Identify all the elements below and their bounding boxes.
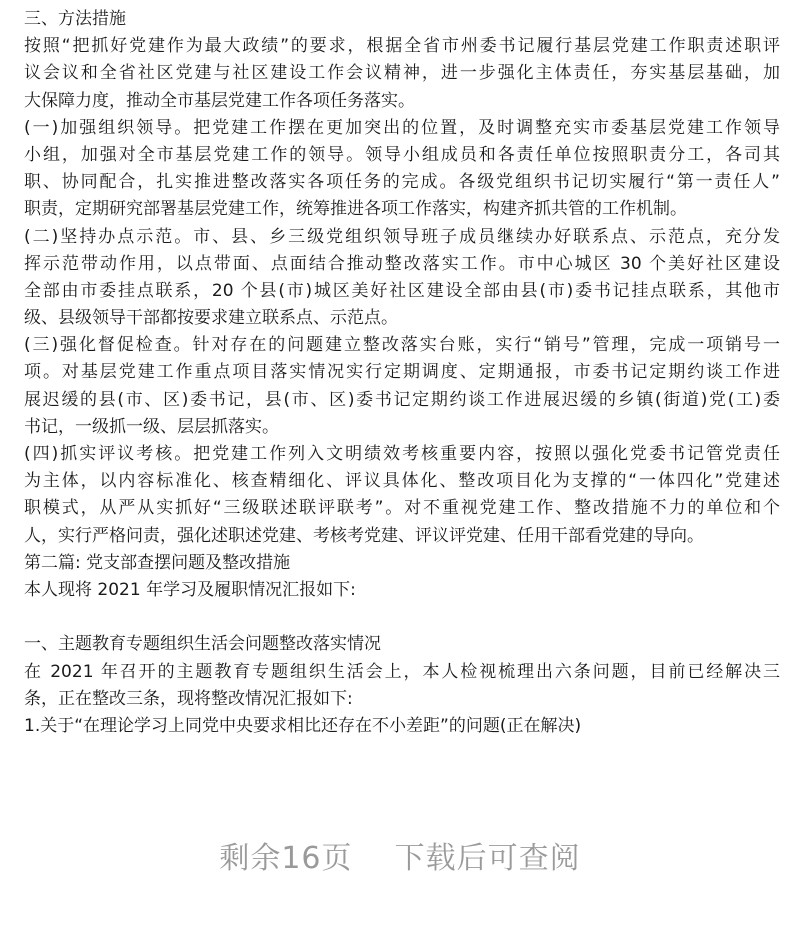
text-line: (一)加强组织领导。把党建工作摆在更加突出的位置，及时调整充实市委基层党建工作领导	[24, 117, 780, 138]
text-line: 全部由市委挂点联系，20 个县(市)城区美好社区建设全部由县(市)委书记挂点联系，其他市	[24, 280, 780, 301]
text-line: 为主体，以内容标准化、核查精细化、评议具体化、整改项目化为支撑的“一体四化”党建述	[24, 471, 780, 492]
text-line: 人，实行严格问责，强化述职述党建、考核考党建、评议评党建、任用干部看党建的导向。	[24, 525, 704, 546]
text-line: (三)强化督促检查。针对存在的问题建立整改落实台账，实行“销号”管理，完成一项销号一	[24, 335, 780, 356]
text-line: 按照“把抓好党建作为最大政绩”的要求，根据全省市州委书记履行基层党建工作职责述职评	[24, 36, 780, 57]
document-body	[24, 6, 780, 740]
text-line: 三、方法措施	[24, 9, 126, 29]
text-line: 职责，定期研究部署基层党建工作，统筹推进各项工作落实，构建齐抓共管的工作机制。	[24, 199, 687, 220]
text-line: 大保障力度，推动全市基层党建工作各项任务落实。	[24, 90, 415, 111]
text-line: 职、协同配合，扎实推进整改落实各项任务的完成。各级党组织书记切实履行“第一责任人”	[24, 172, 780, 193]
text-line: 展迟缓的县(市、区)委书记，县(市、区)委书记定期约谈工作进展迟缓的乡镇(街道)党(工)委	[24, 389, 780, 410]
text-line: 本人现将 2021 年学习及履职情况汇报如下:	[24, 579, 356, 600]
text-line	[24, 604, 780, 631]
text-line: 第二篇: 党支部查摆问题及整改措施	[24, 552, 291, 573]
text-line: 条，正在整改三条，现将整改情况汇报如下:	[24, 688, 353, 709]
text-line: 挥示范带动作用，以点带面、点面结合推动整改落实工作。市中心城区 30 个美好社区建设	[24, 253, 780, 274]
text-line: 书记，一级抓一级、层层抓落实。	[24, 416, 279, 437]
text-line: (四)抓实评议考核。把党建工作列入文明绩效考核重要内容，按照以强化党委书记管党责任	[24, 444, 780, 464]
text-line: 一、主题教育专题组织生活会问题整改落实情况	[24, 634, 381, 655]
text-line: 小组，加强对全市基层党建工作的领导。领导小组成员和各责任单位按照职责分工，各司其	[24, 144, 780, 165]
text-line: 在 2021 年召开的主题教育专题组织生活会上，本人检视梳理出六条问题，目前已经解决三	[24, 661, 780, 682]
text-line: 职模式，从严从实抓好“三级联述联评联考”。对不重视党建工作、整改措施不力的单位和个	[24, 498, 780, 519]
text-line: 项。对基层党建工作重点项目落实情况实行定期调度、定期通报，市委书记定期约谈工作进	[24, 362, 780, 383]
remaining-pages-notice: 剩余16页 下载后可查阅	[219, 841, 581, 876]
text-line: (二)坚持办点示范。市、县、乡三级党组织领导班子成员继续办好联系点、示范点，充分发	[24, 226, 780, 247]
text-line: 级、县级领导干部都按要求建立联系点、示范点。	[24, 308, 398, 329]
text-line: 议会议和全省社区党建与社区建设工作会议精神，进一步强化主体责任，夯实基层基础，加	[24, 63, 780, 84]
text-line: 1.关于“在理论学习上同党中央要求相比还存在不小差距”的问题(正在解决)	[24, 715, 582, 736]
